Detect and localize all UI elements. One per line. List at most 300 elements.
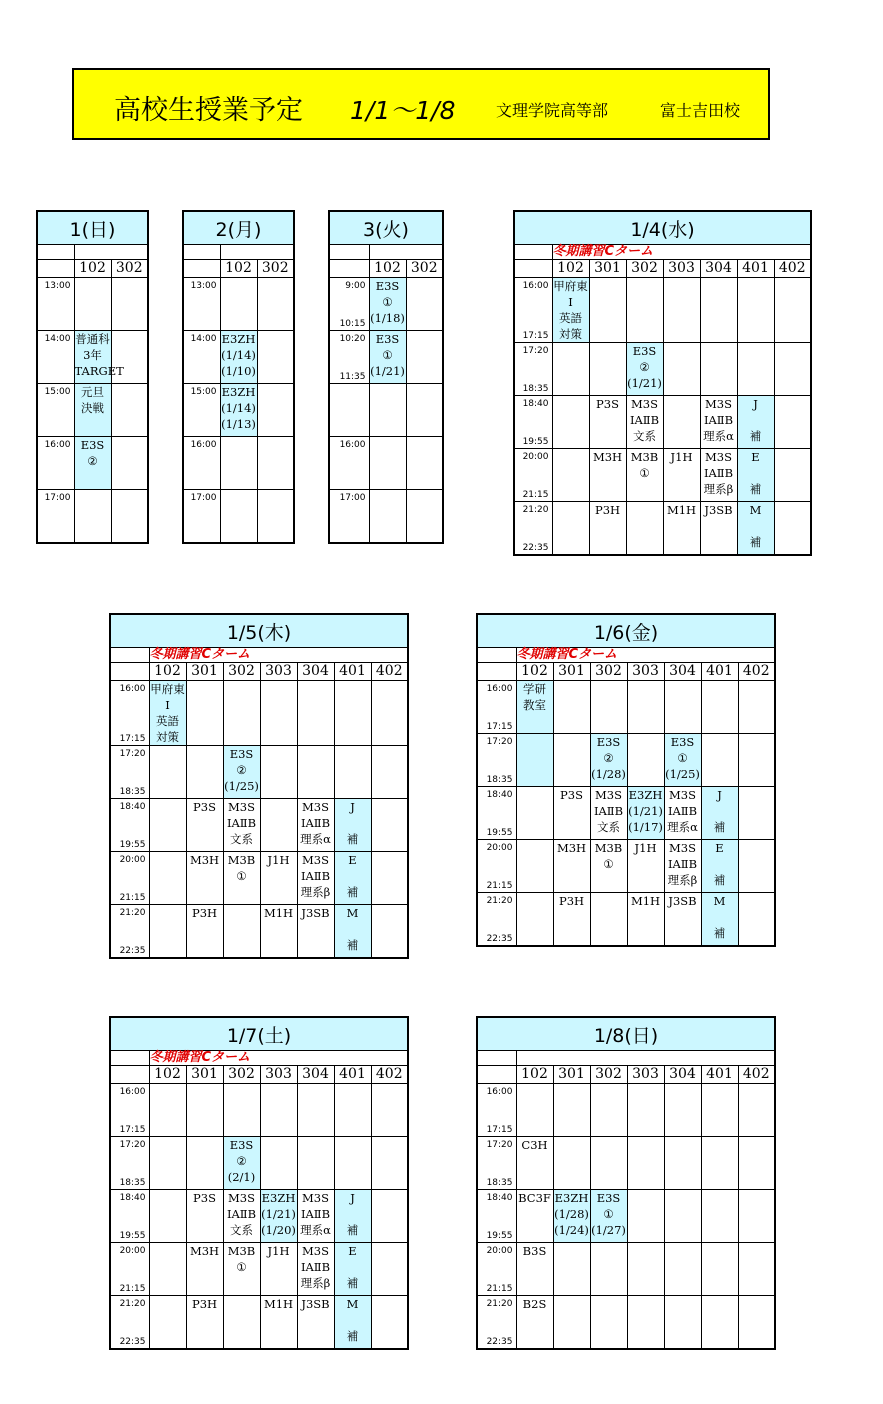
class-cell [297, 681, 334, 746]
class-cell [700, 278, 737, 343]
end-time: 10:15 [339, 319, 366, 329]
end-time: 19:55 [486, 1231, 513, 1241]
class-cell [111, 278, 148, 331]
class-cell [590, 1296, 627, 1350]
class-cell: P3S [186, 799, 223, 852]
time-slot-row [183, 490, 294, 544]
class-cell [553, 1296, 590, 1350]
class-cell: M3B ① [590, 840, 627, 893]
room-header: 102 [149, 663, 186, 681]
time-cell [514, 502, 552, 556]
end-time: 17:15 [119, 1125, 146, 1135]
day-schedule-table [109, 1016, 409, 1350]
term-spacer [514, 245, 552, 260]
class-cell: J1H [260, 852, 297, 905]
time-slot-row [110, 1084, 408, 1137]
class-cell [516, 787, 553, 840]
end-time: 18:35 [119, 787, 146, 797]
term-label [74, 245, 148, 260]
class-cell [738, 787, 775, 840]
start-time: 17:20 [119, 749, 146, 759]
class-cell: E3S ① (1/18) [369, 278, 406, 331]
class-cell [516, 893, 553, 947]
term-label [220, 245, 294, 260]
class-cell: M1H [260, 1296, 297, 1350]
time-slot-row [329, 437, 443, 490]
end-time: 18:35 [522, 384, 549, 394]
class-cell [149, 746, 186, 799]
time-slot-row [477, 787, 775, 840]
time-cell [110, 799, 149, 852]
class-cell [297, 1084, 334, 1137]
time-slot-row [37, 384, 148, 437]
class-cell: E3S ① (1/27) [590, 1190, 627, 1243]
class-cell [371, 905, 408, 959]
class-cell: M1H [260, 905, 297, 959]
time-cell [477, 1243, 516, 1296]
class-cell [738, 840, 775, 893]
start-time: 16:00 [190, 440, 217, 450]
start-time: 20:00 [119, 855, 146, 865]
class-cell: M3H [186, 852, 223, 905]
room-header: 401 [701, 663, 738, 681]
class-cell: M3S ⅠAⅡB 理系α [700, 396, 737, 449]
class-cell: P3H [589, 502, 626, 556]
time-cell [329, 278, 369, 331]
day-schedule-table [513, 210, 812, 556]
time-cell [329, 437, 369, 490]
class-cell [186, 746, 223, 799]
time-cell [110, 1296, 149, 1350]
class-cell: M1H [663, 502, 700, 556]
class-cell [260, 799, 297, 852]
class-cell [220, 278, 257, 331]
term-label: 冬期講習Cターム [516, 648, 775, 663]
class-cell [406, 437, 443, 490]
time-slot-row [110, 905, 408, 959]
class-cell: M3B ① [223, 852, 260, 905]
class-cell: M3S ⅠAⅡB 理系β [297, 852, 334, 905]
time-cell [477, 1137, 516, 1190]
class-cell [626, 502, 663, 556]
class-cell [186, 1137, 223, 1190]
start-time: 9:00 [345, 281, 366, 291]
time-cell [514, 396, 552, 449]
class-cell [627, 1190, 664, 1243]
start-time: 16:00 [486, 684, 513, 694]
class-cell [664, 1084, 701, 1137]
class-cell [186, 1084, 223, 1137]
start-time: 17:20 [119, 1140, 146, 1150]
room-header: 301 [186, 663, 223, 681]
end-time: 19:55 [119, 1231, 146, 1241]
term-spacer [110, 648, 149, 663]
time-cell [183, 331, 220, 384]
class-cell [74, 490, 111, 544]
time-cell [477, 1296, 516, 1350]
room-header: 303 [663, 260, 700, 278]
time-cell [477, 840, 516, 893]
class-cell: C3H [516, 1137, 553, 1190]
class-cell [701, 1084, 738, 1137]
class-cell: E 補 [737, 449, 774, 502]
room-corner [329, 260, 369, 278]
class-cell [111, 384, 148, 437]
room-corner [477, 663, 516, 681]
term-spacer [110, 1051, 149, 1066]
class-cell: P3S [186, 1190, 223, 1243]
room-header: 402 [774, 260, 811, 278]
class-cell [627, 1296, 664, 1350]
class-cell: B2S [516, 1296, 553, 1350]
time-cell [477, 893, 516, 947]
room-header: 302 [590, 663, 627, 681]
start-time: 10:20 [339, 334, 366, 344]
room-header: 402 [738, 663, 775, 681]
class-cell [590, 681, 627, 734]
class-cell: 元旦 決戦 [74, 384, 111, 437]
class-cell: M3S ⅠAⅡB 文系 [626, 396, 663, 449]
class-cell [738, 1137, 775, 1190]
class-cell: M3S ⅠAⅡB 文系 [223, 799, 260, 852]
room-header: 401 [334, 1066, 371, 1084]
class-cell: M 補 [701, 893, 738, 947]
day-header: 1/6(金) [477, 614, 775, 648]
start-time: 13:00 [44, 281, 71, 291]
end-time: 17:15 [522, 331, 549, 341]
room-corner [183, 260, 220, 278]
class-cell [371, 852, 408, 905]
time-cell [110, 681, 149, 746]
class-cell [149, 1296, 186, 1350]
class-cell: M3H [589, 449, 626, 502]
room-header: 303 [260, 663, 297, 681]
class-cell [738, 1243, 775, 1296]
term-spacer [37, 245, 74, 260]
class-cell [627, 1084, 664, 1137]
class-cell [260, 681, 297, 746]
time-slot-row [477, 1190, 775, 1243]
start-time: 18:40 [486, 1193, 513, 1203]
term-label [516, 1051, 775, 1066]
class-cell [371, 1296, 408, 1350]
class-cell: M 補 [737, 502, 774, 556]
class-cell [257, 437, 294, 490]
class-cell [626, 278, 663, 343]
class-cell: E3S ① (1/25) [664, 734, 701, 787]
start-time: 18:40 [119, 802, 146, 812]
room-header: 302 [223, 663, 260, 681]
class-cell [369, 384, 406, 437]
time-slot-row [110, 681, 408, 746]
class-cell: P3H [186, 1296, 223, 1350]
day-header: 2(月) [183, 211, 294, 245]
class-cell: E3S ② (1/25) [223, 746, 260, 799]
class-cell [738, 893, 775, 947]
class-cell: M3B ① [626, 449, 663, 502]
class-cell [223, 1084, 260, 1137]
class-cell [664, 1190, 701, 1243]
class-cell: M1H [627, 893, 664, 947]
class-cell: 普通科 3年 TARGET [74, 331, 111, 384]
class-cell [149, 905, 186, 959]
room-header: 402 [371, 1066, 408, 1084]
start-time: 16:00 [339, 440, 366, 450]
class-cell [774, 502, 811, 556]
time-slot-row [110, 746, 408, 799]
time-cell [514, 278, 552, 343]
start-time: 20:00 [119, 1246, 146, 1256]
class-cell: E3ZH (1/14) (1/10) [220, 331, 257, 384]
start-time: 16:00 [522, 281, 549, 291]
room-header: 304 [297, 663, 334, 681]
class-cell [738, 1190, 775, 1243]
time-cell [514, 449, 552, 502]
class-cell [553, 1243, 590, 1296]
time-slot-row [514, 396, 811, 449]
time-cell [183, 437, 220, 490]
room-header: 102 [516, 1066, 553, 1084]
page-title: 高校生授業予定 [114, 95, 303, 126]
time-cell [110, 746, 149, 799]
class-cell: E3ZH (1/28) (1/24) [553, 1190, 590, 1243]
class-cell [738, 681, 775, 734]
class-cell [257, 490, 294, 544]
class-cell [369, 490, 406, 544]
day-schedule-table [36, 210, 149, 544]
class-cell: M3H [186, 1243, 223, 1296]
class-cell: E 補 [701, 840, 738, 893]
class-cell [627, 1137, 664, 1190]
end-time: 18:35 [486, 1178, 513, 1188]
class-cell [371, 1190, 408, 1243]
class-cell [334, 1137, 371, 1190]
class-cell [297, 1137, 334, 1190]
time-cell [329, 331, 369, 384]
start-time: 16:00 [486, 1087, 513, 1097]
time-slot-row [514, 343, 811, 396]
class-cell: E 補 [334, 852, 371, 905]
time-slot-row [110, 1137, 408, 1190]
class-cell [737, 278, 774, 343]
room-header: 302 [257, 260, 294, 278]
term-spacer [329, 245, 369, 260]
class-cell [701, 1137, 738, 1190]
time-cell [110, 905, 149, 959]
start-time: 18:40 [119, 1193, 146, 1203]
time-cell [110, 852, 149, 905]
class-cell [664, 1243, 701, 1296]
start-time: 17:00 [190, 493, 217, 503]
class-cell: J1H [627, 840, 664, 893]
class-cell [260, 746, 297, 799]
time-slot-row [183, 331, 294, 384]
time-slot-row [110, 1296, 408, 1350]
end-time: 22:35 [486, 934, 513, 944]
class-cell: E 補 [334, 1243, 371, 1296]
start-time: 15:00 [44, 387, 71, 397]
time-slot-row [110, 1243, 408, 1296]
class-cell [590, 893, 627, 947]
class-cell [701, 1190, 738, 1243]
term-spacer [477, 648, 516, 663]
time-cell [514, 343, 552, 396]
class-cell [149, 1190, 186, 1243]
class-cell [220, 490, 257, 544]
class-cell [590, 1137, 627, 1190]
class-cell: E3S ② (1/21) [626, 343, 663, 396]
class-cell [553, 681, 590, 734]
class-cell: M3H [553, 840, 590, 893]
class-cell: BC3F [516, 1190, 553, 1243]
start-time: 14:00 [190, 334, 217, 344]
class-cell [149, 1084, 186, 1137]
time-slot-row [514, 278, 811, 343]
class-cell [774, 449, 811, 502]
class-cell [552, 396, 589, 449]
start-time: 14:00 [44, 334, 71, 344]
class-cell: P3S [589, 396, 626, 449]
class-cell: M 補 [334, 905, 371, 959]
class-cell [149, 1243, 186, 1296]
class-cell [223, 681, 260, 746]
class-cell: J 補 [334, 1190, 371, 1243]
time-slot-row [183, 278, 294, 331]
term-spacer [183, 245, 220, 260]
class-cell: 甲府東Ⅰ 英語 対策 [150, 682, 185, 744]
class-cell [552, 343, 589, 396]
class-cell: 甲府東Ⅰ 英語 対策 [553, 279, 588, 341]
time-slot-row [110, 799, 408, 852]
class-cell [589, 343, 626, 396]
room-header: 302 [590, 1066, 627, 1084]
start-time: 15:00 [190, 387, 217, 397]
time-slot-row [329, 331, 443, 384]
class-cell [589, 278, 626, 343]
class-cell [334, 681, 371, 746]
class-cell: J3SB [700, 502, 737, 556]
class-cell [627, 734, 664, 787]
class-cell [590, 1084, 627, 1137]
end-time: 18:35 [486, 775, 513, 785]
time-cell [183, 490, 220, 544]
end-time: 17:15 [119, 734, 146, 744]
class-cell [371, 746, 408, 799]
end-time: 18:35 [119, 1178, 146, 1188]
room-header: 102 [74, 260, 111, 278]
room-header: 102 [516, 663, 553, 681]
class-cell: M3S ⅠAⅡB 理系β [664, 840, 701, 893]
class-cell [552, 449, 589, 502]
class-cell [406, 490, 443, 544]
class-cell: J 補 [334, 799, 371, 852]
time-cell [183, 384, 220, 437]
room-header: 301 [186, 1066, 223, 1084]
class-cell [257, 331, 294, 384]
start-time: 13:00 [190, 281, 217, 291]
start-time: 16:00 [44, 440, 71, 450]
time-cell [37, 437, 74, 490]
class-cell [553, 1084, 590, 1137]
time-cell [37, 278, 74, 331]
time-cell [477, 681, 516, 734]
start-time: 17:00 [44, 493, 71, 503]
class-cell: M3B ① [223, 1243, 260, 1296]
class-cell [371, 799, 408, 852]
room-header: 102 [552, 260, 589, 278]
start-time: 17:20 [486, 1140, 513, 1150]
class-cell: M3S ⅠAⅡB 理系α [297, 1190, 334, 1243]
time-slot-row [477, 1243, 775, 1296]
room-header: 402 [371, 663, 408, 681]
start-time: 21:20 [119, 908, 146, 918]
end-time: 21:15 [486, 1284, 513, 1294]
class-cell: M3S ⅠAⅡB 理系α [297, 799, 334, 852]
start-time: 17:00 [339, 493, 366, 503]
room-header: 303 [627, 663, 664, 681]
class-cell: E3S ② (2/1) [223, 1137, 260, 1190]
class-cell [774, 396, 811, 449]
time-slot-row [110, 1190, 408, 1243]
class-cell [663, 278, 700, 343]
date-range: 1/1〜1/8 [350, 96, 456, 125]
class-cell: J 補 [701, 787, 738, 840]
class-cell [701, 681, 738, 734]
time-cell [110, 1243, 149, 1296]
class-cell [664, 681, 701, 734]
room-corner [477, 1066, 516, 1084]
class-cell [627, 681, 664, 734]
start-time: 17:20 [522, 346, 549, 356]
term-label: 冬期講習Cターム [552, 245, 811, 260]
class-cell: P3S [553, 787, 590, 840]
room-header: 301 [553, 1066, 590, 1084]
class-cell [516, 840, 553, 893]
class-cell: E3ZH (1/21) (1/17) [627, 787, 664, 840]
room-header: 302 [626, 260, 663, 278]
class-cell: M3S ⅠAⅡB 文系 [590, 787, 627, 840]
start-time: 20:00 [486, 1246, 513, 1256]
time-slot-row [514, 502, 811, 556]
class-cell [111, 490, 148, 544]
room-header: 302 [406, 260, 443, 278]
time-cell [329, 490, 369, 544]
time-cell [477, 787, 516, 840]
class-cell: M3S ⅠAⅡB 文系 [223, 1190, 260, 1243]
class-cell: P3H [553, 893, 590, 947]
class-cell [701, 734, 738, 787]
time-slot-row [477, 840, 775, 893]
room-header: 304 [700, 260, 737, 278]
room-header: 301 [589, 260, 626, 278]
start-time: 20:00 [486, 843, 513, 853]
time-slot-row [329, 490, 443, 544]
day-schedule-table [109, 613, 409, 959]
start-time: 17:20 [486, 737, 513, 747]
class-cell [701, 1243, 738, 1296]
end-time: 22:35 [522, 543, 549, 553]
title-banner [72, 68, 770, 140]
end-time: 21:15 [119, 1284, 146, 1294]
room-corner [110, 663, 149, 681]
room-header: 303 [260, 1066, 297, 1084]
time-slot-row [477, 893, 775, 947]
class-cell [371, 681, 408, 746]
start-time: 16:00 [119, 684, 146, 694]
room-header: 301 [553, 663, 590, 681]
day-header: 3(火) [329, 211, 443, 245]
end-time: 17:15 [486, 722, 513, 732]
